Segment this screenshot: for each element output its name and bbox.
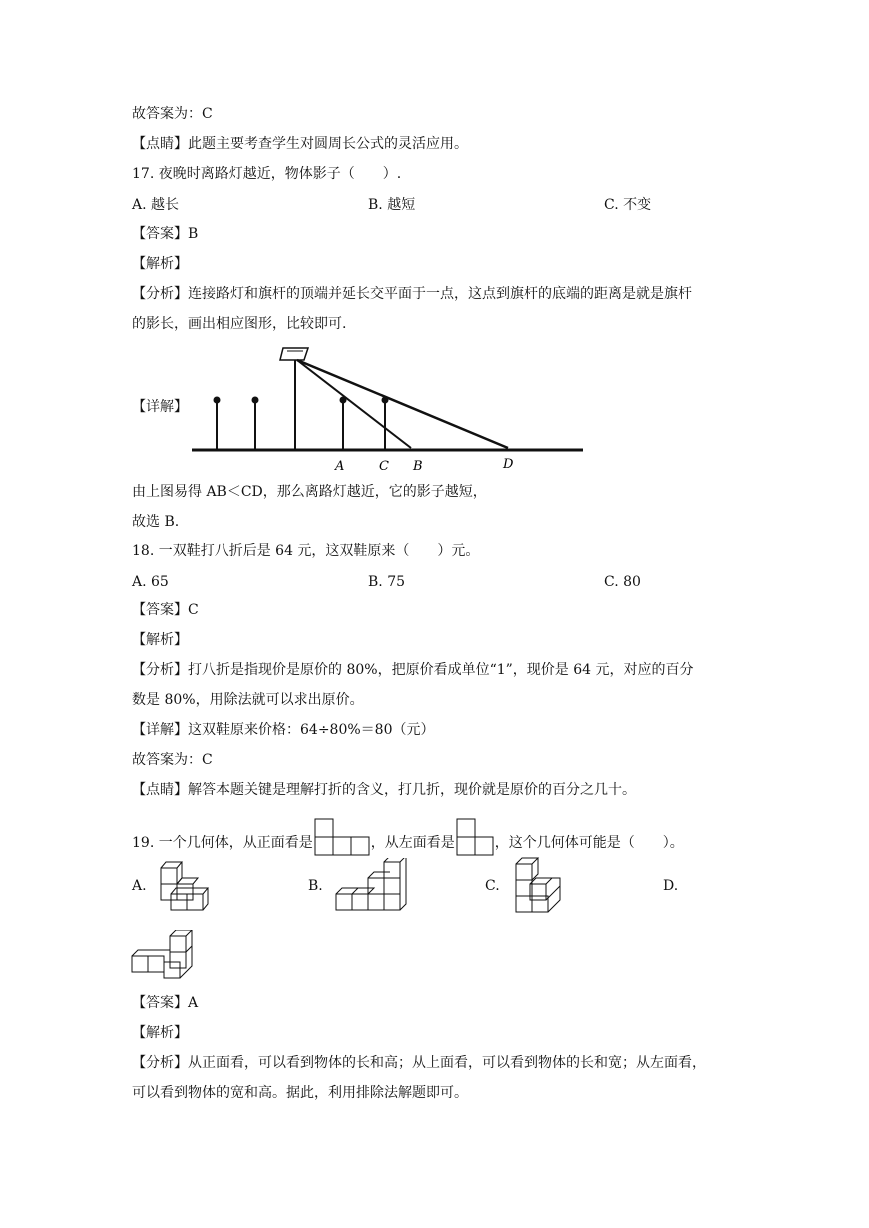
q19-option-a: A.	[132, 878, 147, 894]
option-d-cubes	[130, 930, 198, 984]
label-c: C	[379, 459, 389, 474]
label-a: A	[335, 459, 345, 474]
q19-analysis-1: 【分析】从正面看，可以看到物体的长和高；从上面看，可以看到物体的长和宽；从左面看，	[132, 1055, 706, 1071]
pole-top	[252, 397, 259, 404]
option-a-cubes	[155, 858, 217, 916]
q17-option-a: A. 越长	[132, 197, 180, 213]
q17-jiexi: 【解析】	[132, 256, 188, 272]
label-d: D	[503, 457, 514, 472]
q18-analysis-2: 数是 80%，用除法就可以求出原价。	[132, 692, 364, 708]
option-c-cubes	[510, 854, 566, 916]
q18-option-b: B. 75	[368, 574, 406, 590]
q17-option-b: B. 越短	[368, 197, 416, 213]
q19-analysis-2: 可以看到物体的宽和高。据此，利用排除法解题即可。	[132, 1085, 468, 1101]
label-b: B	[413, 459, 423, 474]
q17-result-1: 由上图易得 AB＜CD，那么离路灯越近，它的影子越短，	[132, 484, 487, 500]
q19-text-3: ，这个几何体可能是（ ）。	[494, 835, 684, 851]
q18-detail: 【详解】这双鞋原来价格：64÷80%＝80（元）	[132, 722, 435, 738]
light-ray-2	[297, 360, 508, 448]
q19-jiexi: 【解析】	[132, 1025, 188, 1041]
lamp-icon	[280, 348, 308, 360]
q18-answer: 【答案】C	[132, 602, 199, 618]
q19-text-1: 19. 一个几何体，从正面看是	[132, 835, 313, 851]
q19-answer: 【答案】A	[132, 995, 199, 1011]
q19-text-2: ，从左面看是	[370, 835, 455, 851]
light-ray-1	[297, 360, 411, 448]
comment-line: 【点睛】此题主要考查学生对圆周长公式的灵活应用。	[132, 136, 468, 152]
shadow-diagram	[185, 340, 590, 478]
q17-analysis-2: 的影长，画出相应图形，比较即可.	[132, 316, 347, 332]
question-19	[132, 817, 684, 857]
q17-detail-label: 【详解】	[132, 399, 188, 415]
left-view-figure	[455, 817, 495, 857]
q18-option-c: C. 80	[604, 574, 641, 590]
q17-analysis-1: 【分析】连接路灯和旗杆的顶端并延长交平面于一点，这点到旗杆的底端的距离是就是旗杆	[132, 286, 692, 302]
q17-result-2: 故选 B.	[132, 514, 180, 530]
q19-option-b: B.	[308, 878, 323, 894]
q19-option-d: D.	[663, 878, 679, 894]
answer-line: 故答案为：C	[132, 106, 213, 122]
q18-analysis-1: 【分析】打八折是指现价是原价的 80%，把原价看成单位“1”，现价是 64 元，对应的百分	[132, 662, 694, 678]
q18-jiexi: 【解析】	[132, 632, 188, 648]
q19-option-c: C.	[485, 878, 500, 894]
q18-result: 故答案为：C	[132, 752, 213, 768]
front-view-figure	[313, 817, 371, 857]
pole-top	[214, 397, 221, 404]
question-17: 17. 夜晚时离路灯越近，物体影子（ ）.	[132, 166, 402, 182]
q17-option-c: C. 不变	[604, 197, 652, 213]
question-18: 18. 一双鞋打八折后是 64 元，这双鞋原来（ ）元。	[132, 543, 480, 559]
q18-comment: 【点睛】解答本题关键是理解打折的含义，打几折，现价就是原价的百分之几十。	[132, 782, 636, 798]
q17-answer: 【答案】B	[132, 226, 199, 242]
q18-option-a: A. 65	[132, 574, 169, 590]
option-b-cubes	[332, 858, 412, 916]
